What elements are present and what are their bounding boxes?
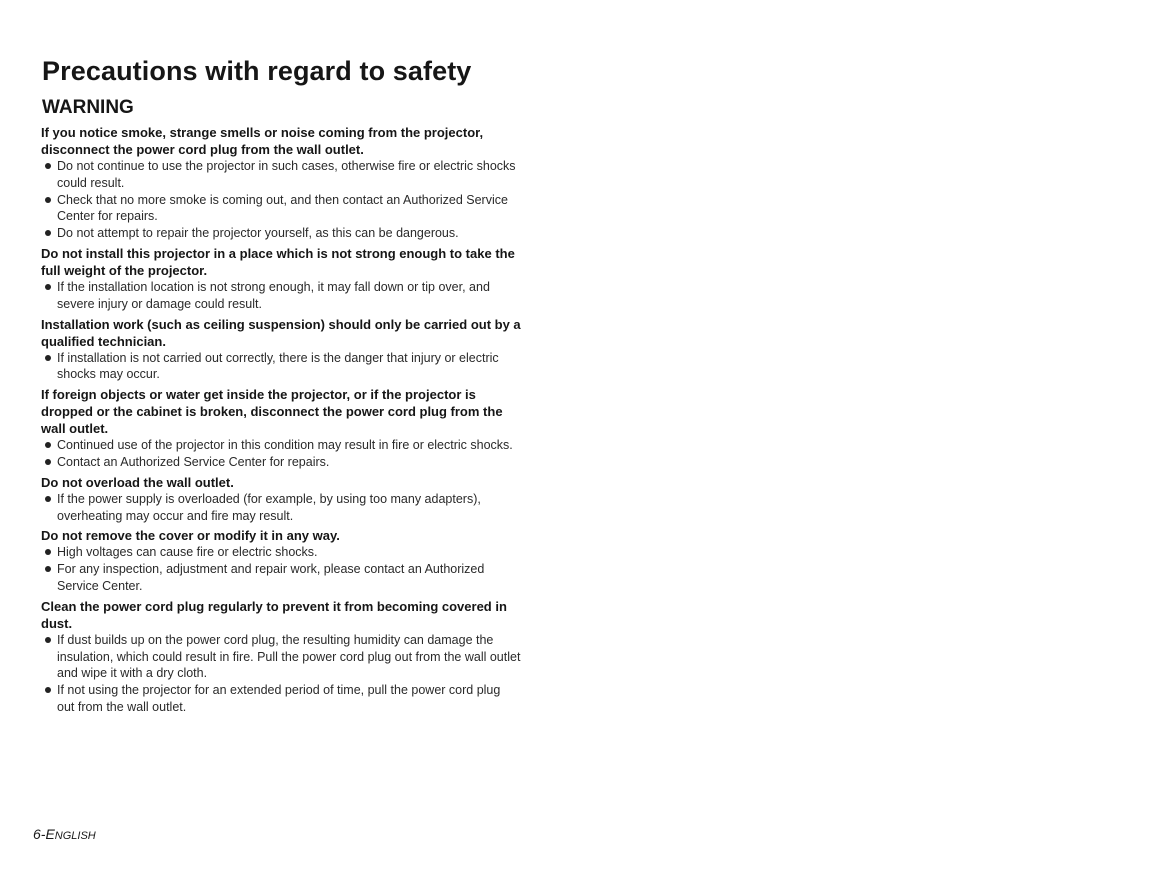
bullet-item [41,225,521,242]
warning-section [41,527,521,594]
warning-section [41,598,521,716]
warning-section [41,245,521,313]
section-heading: Do not remove the cover or modify it in any way. [41,528,340,544]
section-heading: Clean the power cord plug regularly to prevent it from becoming covered in dust. [41,598,507,631]
warning-section [41,124,521,242]
bullet-list [41,491,521,525]
page-title: Precautions with regard to safety [42,56,472,86]
page-footer [33,826,96,842]
bullet-dot-icon [45,687,51,693]
bullet-item [41,454,521,471]
bullet-text: Contact an Authorized Service Center for repairs. [57,454,330,469]
bullet-text: If the power supply is overloaded (for example, by using too many adapters), overheating may occur and fire may result. [57,491,481,523]
bullet-item [41,437,521,454]
bullet-item [41,561,521,595]
bullet-dot-icon [45,230,51,236]
bullet-item [41,192,521,226]
bullet-dot-icon [45,496,51,502]
bullet-dot-icon [45,442,51,448]
bullet-item [41,544,521,561]
warning-heading: WARNING [42,97,134,118]
bullet-list [41,279,521,313]
bullet-item [41,158,521,192]
bullet-dot-icon [45,637,51,643]
bullet-item [41,279,521,313]
bullet-list [41,437,521,471]
footer-language-initial: E [45,826,55,842]
footer-language-rest: NGLISH [54,830,96,842]
warning-section [41,474,521,525]
section-heading: If you notice smoke, strange smells or noise coming from the projector, disconnect the power cord plug from the wall outlet. [41,125,484,157]
bullet-dot-icon [45,549,51,555]
bullet-dot-icon [45,197,51,203]
section-heading: Do not overload the wall outlet. [41,474,234,490]
bullet-text: High voltages can cause fire or electric shocks. [57,545,318,560]
bullet-dot-icon [45,284,51,290]
section-heading: If foreign objects or water get inside the projector, or if the projector is dropped or the cabinet is broken, disconnect the power cord plug from the wall outlet. [41,387,503,437]
page-number: 6- [33,826,46,842]
bullet-item [41,491,521,525]
bullet-text: If the installation location is not strong enough, it may fall down or tip over, and severe injury or damage could result. [57,279,490,311]
bullet-text: If installation is not carried out correctly, there is the danger that injury or electric shocks may occur. [57,350,499,382]
bullet-item [41,350,521,384]
bullet-text: Continued use of the projector in this condition may result in fire or electric shocks. [57,438,513,453]
bullet-text: If not using the projector for an extended period of time, pull the power cord plug out from the wall outlet. [57,683,501,714]
section-heading: Installation work (such as ceiling suspension) should only be carried out by a qualified technician. [41,316,521,349]
bullet-text: For any inspection, adjustment and repair work, please contact an Authorized Service Center. [57,562,485,593]
warning-section [41,386,521,471]
bullet-list [41,632,521,716]
bullet-dot-icon [45,459,51,465]
bullet-list [41,158,521,242]
warning-section [41,316,521,384]
bullet-dot-icon [45,163,51,169]
bullet-dot-icon [45,355,51,361]
bullet-list [41,350,521,384]
bullet-text: Do not continue to use the projector in such cases, otherwise fire or electric shocks could result. [57,159,516,190]
bullet-item [41,632,521,682]
warning-sections [41,124,521,719]
bullet-text: Do not attempt to repair the projector yourself, as this can be dangerous. [57,226,459,241]
section-heading: Do not install this projector in a place which is not strong enough to take the full weight of the projector. [41,245,515,278]
manual-page [0,0,575,893]
bullet-dot-icon [45,566,51,572]
bullet-item [41,682,521,716]
bullet-text: If dust builds up on the power cord plug, the resulting humidity can damage the insulation, which could result in fire. Pull the power cord plug out from the wall outlet and wipe it with a dry cloth. [57,632,521,681]
bullet-text: Check that no more smoke is coming out, and then contact an Authorized Service Center for repairs. [57,192,508,224]
bullet-list [41,544,521,594]
